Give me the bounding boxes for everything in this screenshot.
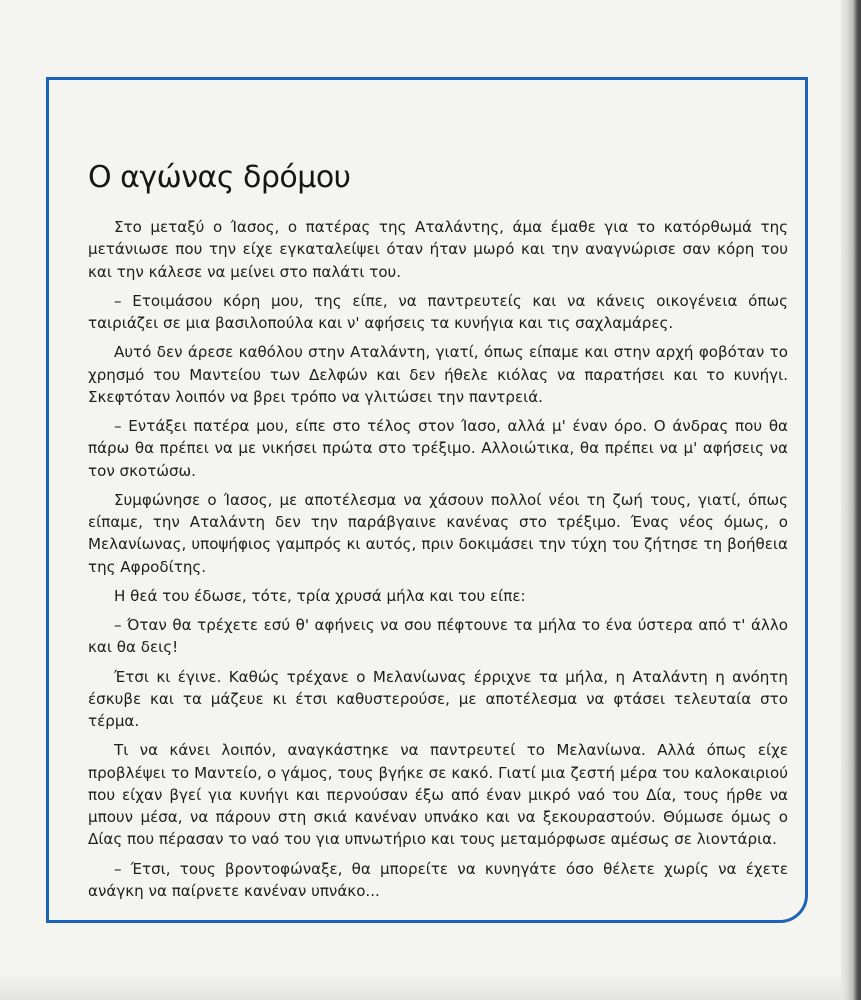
paragraph: – Ετοιμάσου κόρη μου, της είπε, να παντρευτείς και να κάνεις οικογένεια όπως ταιριάζει σε μια βασιλοπούλα και ν' αφήσεις τα κυνήγια και τις σαχλαμάρες.	[88, 291, 788, 332]
story-title: Ο αγώνας δρόμου	[88, 160, 351, 195]
story-body	[88, 216, 788, 902]
page-edge	[841, 0, 861, 1000]
paragraph: Η θεά του έδωσε, τότε, τρία χρυσά μήλα και του είπε:	[114, 586, 526, 605]
paragraph: Συμφώνησε ο Ίασος, με αποτέλεσμα να χάσουν πολλοί νέοι τη ζωή τους, γιατί, όπως είπαμε, την Αταλάντη δεν την παράβγαινε κανένας στο τρέξιμο. Ένας νέος όμως, ο Μελανίωνας, υποψήφιος γαμπρός κι αυτός, πριν δοκιμάσει την τύχη του ζήτησε τη βοήθεια της Αφροδίτης.	[88, 490, 788, 576]
paragraph: – Έτσι, τους βροντοφώναξε, θα μπορείτε να κυνηγάτε όσο θέλετε χωρίς να έχετε ανάγκη να παίρνετε κανέναν υπνάκο...	[88, 859, 788, 900]
paragraph: Στο μεταξύ ο Ίασος, ο πατέρας της Αταλάντης, άμα έμαθε για το κατόρθωμά της μετάνιωσε που την είχε εγκαταλείψει όταν ήταν μωρό και την αναγνώρισε σαν κόρη του και την κάλεσε να μείνει στο παλάτι του.	[88, 218, 788, 281]
paragraph: – Εντάξει πατέρα μου, είπε στο τέλος στον Ίασο, αλλά μ' έναν όρο. Ο άνδρας που θα πάρω θα πρέπει να με νικήσει πρώτα στο τρέξιμο. Αλλοιώτικα, θα πρέπει να μ' αφήσεις να τον σκοτώσω.	[88, 417, 788, 480]
paragraph: – Όταν θα τρέχετε εσύ θ' αφήνεις να σου πέφτουνε τα μήλα το ένα ύστερα από τ' άλλο και θα δεις!	[88, 616, 788, 657]
paragraph: Τι να κάνει λοιπόν, αναγκάστηκε να παντρευτεί το Μελανίωνα. Αλλά όπως είχε προβλέψει το Μαντείο, ο γάμος, τους βγήκε σε κακό. Γιατί μια ζεστή μέρα του καλοκαιριού που είχαν βγεί για κυνήγι και περνούσαν έξω από έναν μικρό ναό του Δία, τους ήρθε να μπουν μέσα, να πάρουν στη σκιά κανέναν υπνάκο και να ξεκουραστούν. Θύμωσε όμως ο Δίας που πέρασαν το ναό του για υπνωτήριο και τους μεταμόρφωσε αμέσως σε λιοντάρια.	[88, 741, 788, 849]
paragraph: Αυτό δεν άρεσε καθόλου στην Αταλάντη, γιατί, όπως είπαμε και στην αρχή φοβόταν το χρησμό του Μαντείου των Δελφών και δεν ήθελε κιόλας να παρατήσει και το κυνήγι. Σκεφτόταν λοιπόν να βρει τρόπο να γλιτώσει την παντρειά.	[88, 343, 788, 406]
paragraph: Έτσι κι έγινε. Καθώς τρέχανε ο Μελανίωνας έρριχνε τα μήλα, η Αταλάντη η ανόητη έσκυβε και τα μάζευε κι έτσι καθυστερούσε, με αποτέλεσμα να φτάσει τελευταία στο τέρμα.	[88, 667, 788, 730]
page-bottom-shadow	[0, 972, 841, 1000]
